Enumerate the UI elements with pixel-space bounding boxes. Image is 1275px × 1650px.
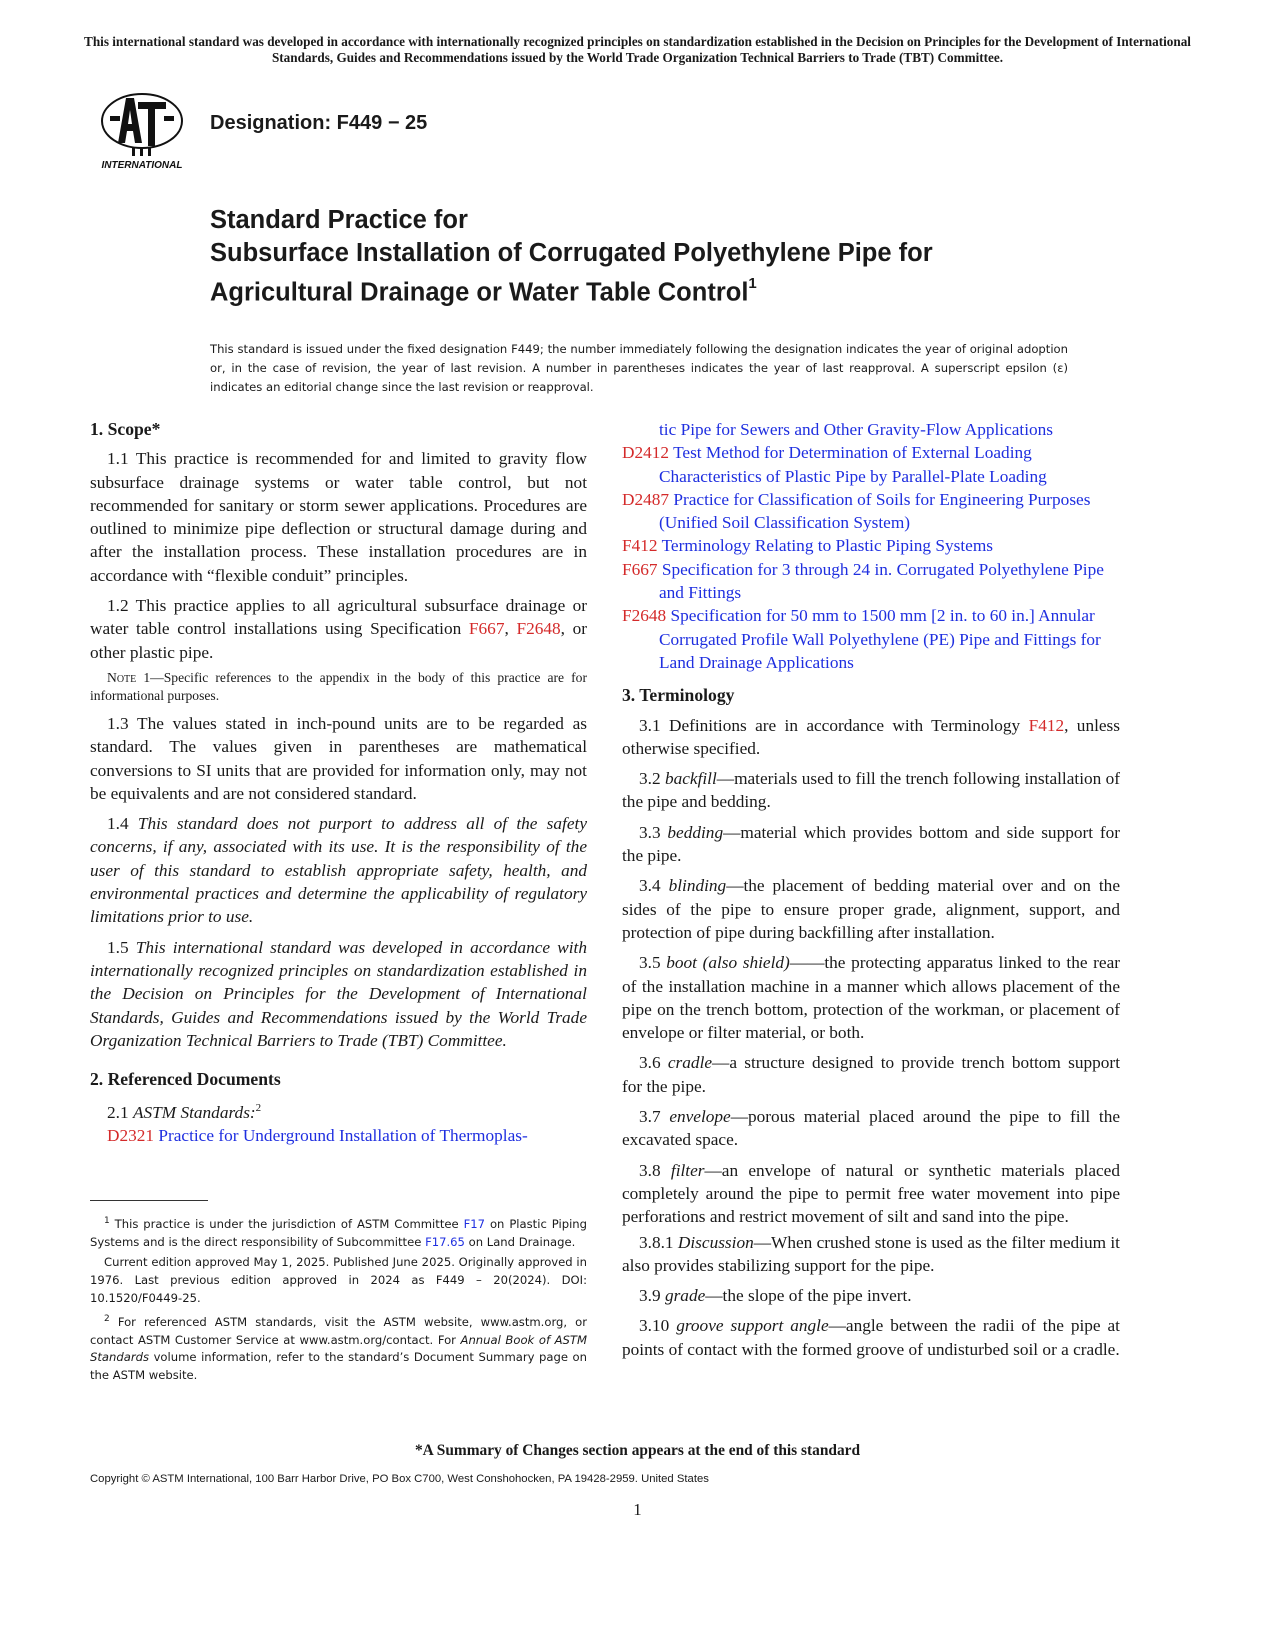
paragraph-2-1: 2.1 ASTM Standards:$^2$ (107, 1102, 262, 1123)
designation: Designation: F449 − 25 (210, 112, 428, 134)
summary-of-changes-note: *A Summary of Changes section appears at the end of this standard (414, 1442, 861, 1459)
link-f17[interactable]: F17 (463, 1216, 485, 1231)
ref-f2648[interactable]: F2648 Specification for 50 mm to 1500 mm [2 in. to 60 in.] Annular Corrugated Profile Wall Polyethylene (PE) Pipe and Fittings for Land Drainage Applications (622, 606, 1101, 672)
footnotes (90, 1213, 587, 1388)
ref-d2321[interactable]: D2321 Practice for Underground Installation of Thermoplas- (107, 1126, 528, 1146)
section-heading-terminology: 3. Terminology (622, 685, 735, 706)
note-1: Note 1—Specific references to the appendix in the body of this practice are for informational purposes. (90, 669, 588, 703)
title-line-2: Subsurface Installation of Corrugated Polyethylene Pipe for (210, 239, 933, 267)
term-3-2: 3.2 backfill—materials used to fill the trench following installation of the pipe and bedding. (622, 769, 1121, 812)
ref-d2412[interactable]: D2412 Test Method for Determination of External Loading Characteristics of Plastic Pipe by Parallel-Plate Loading (622, 443, 1047, 486)
copyright-line: Copyright © ASTM International, 100 Barr Harbor Drive, PO Box C700, West Conshohocken, PA 19428-2959. United States (90, 1473, 709, 1485)
footnote-1-edition: Current edition approved May 1, 2025. Published June 2025. Originally approved in 1976. Last previous edition approved in 2024 as F449 – 20(2024). DOI: 10.1520/F0449-25. (90, 1255, 587, 1306)
term-3-7: 3.7 envelope—porous material placed around the pipe to fill the excavated space. (622, 1107, 1121, 1150)
footnote-1: $^1$ This practice is under the jurisdiction of ASTM Committee F17 on Plastic Piping Systems and is the direct responsibility of Subcommittee F17.65 on Land Drainage. (90, 1216, 587, 1249)
ref-f667[interactable]: F667 Specification for 3 through 24 in. Corrugated Polyethylene Pipe and Fittings (622, 559, 1104, 603)
section-heading-referenced: 2. Referenced Documents (90, 1069, 281, 1090)
logo-wordmark: INTERNATIONAL (101, 160, 183, 171)
section-heading-scope: 1. Scope* (90, 419, 161, 439)
link-f412[interactable]: F412 (1028, 715, 1065, 735)
astm-logo (92, 86, 192, 176)
ref-d2321-cont[interactable]: tic Pipe for Sewers and Other Gravity-Flow Applications (659, 420, 1054, 439)
title-footnote-mark: 1 (748, 275, 757, 292)
paragraph-1-4: 1.4 This standard does not purport to address all of the safety concerns, if any, associated with its use. It is the responsibility of the user of this standard to establish appropriate safety, health, and environmental practices and determine the applicability of regulatory limitations prior to use. (90, 814, 587, 927)
tbt-notice: This international standard was developed in accordance with internationally recognized principles on standardization established in the Decision on Principles for the Development of International Standards, Guides and Recommendations issued by the World Trade Organization Technical Barriers to Trade (TBT) Committee. (84, 34, 1191, 65)
footnote-2: $^2$ For referenced ASTM standards, visit the ASTM website, www.astm.org, or contact ASTM Customer Service at www.astm.org/contact. For Annual Book of ASTM Standards volume information, refer to the standard’s Document Summary page on the ASTM website. (90, 1313, 588, 1383)
paragraph-1-5: 1.5 This international standard was developed in accordance with internationally recognized principles on standardization established in the Decision on Principles for the Development of International Standards, Guides and Recommendations issued by the World Trade Organization Technical Barriers to Trade (TBT) Committee. (90, 937, 587, 1050)
issued-under-note: This standard is issued under the fixed designation F449; the number immediately following the designation indicates the year of original adoption or, in the case of revision, the year of last revision. A number in parentheses indicates the year of last reapproval. A superscript epsilon (ε) indicates an editorial change since the last revision or reapproval. (210, 342, 1068, 394)
paragraph-1-1: 1.1 This practice is recommended for and limited to gravity flow subsurface drainage systems or water table control, but not recommended for sanitary or storm sewer applications. Procedures are outlined to minimize pipe deflection or structural damage during and after the installation process. These installation procedures are in accordance with “flexible conduit” principles. (90, 449, 587, 585)
term-3-8: 3.8 filter—an envelope of natural or synthetic materials placed completely around the pipe to permit free water movement into pipe perforations and restrict movement of silt and sand into the pipe. (622, 1160, 1120, 1227)
term-3-10: 3.10 groove support angle—angle between the radii of the pipe at points of contact with the formed groove of undisturbed soil or a cradle. (622, 1316, 1120, 1359)
term-3-6: 3.6 cradle—a structure designed to provide trench bottom support for the pipe. (622, 1053, 1120, 1096)
paragraph-1-3: 1.3 The values stated in inch-pound units are to be regarded as standard. The values given in parentheses are mathematical conversions to SI units that are provided for information only, may not be equivalents and are not considered standard. (90, 713, 587, 803)
left-column (90, 418, 587, 1148)
ref-d2487[interactable]: D2487 Practice for Classification of Soils for Engineering Purposes (Unified Soil Classification System) (622, 489, 1091, 533)
title-line-3: Agricultural Drainage or Water Table Control (210, 278, 749, 307)
page-number: 1 (633, 1500, 642, 1519)
term-3-3: 3.3 bedding—material which provides bottom and side support for the pipe. (622, 822, 1120, 866)
right-column (622, 418, 1120, 1368)
term-3-8-1: 3.8.1 Discussion—When crushed stone is used as the filter medium it also provides stabilizing support for the pipe. (622, 1232, 1120, 1275)
link-f667[interactable]: F667 (468, 619, 505, 639)
paragraph-3-1: 3.1 Definitions are in accordance with Terminology F412, unless otherwise specified. (622, 715, 1121, 758)
ref-f412[interactable]: F412 Terminology Relating to Plastic Piping Systems (622, 536, 994, 556)
link-f2648[interactable]: F2648 (516, 619, 561, 639)
title-line-1: Standard Practice for (210, 206, 468, 234)
term-3-9: 3.9 grade—the slope of the pipe invert. (639, 1286, 912, 1306)
paragraph-1-2: 1.2 This practice applies to all agricultural subsurface drainage or water table control installations using Specification F667, F2648, or other plastic pipe. (90, 596, 587, 662)
term-3-4: 3.4 blinding—the placement of bedding material over and on the sides of the pipe to ensure proper grade, alignment, support, and protection of pipe during backfilling after installation. (622, 876, 1120, 942)
link-f17-65[interactable]: F17.65 (425, 1234, 465, 1249)
term-3-5: 3.5 boot (also shield)——the protecting apparatus linked to the rear of the installation machine in a manner which allows placement of the pipe on the trench bottom, protection of the workman, or placement of envelope or filter material, or both. (622, 953, 1120, 1043)
footnote-rule (90, 1200, 208, 1201)
document-title (210, 204, 1170, 310)
